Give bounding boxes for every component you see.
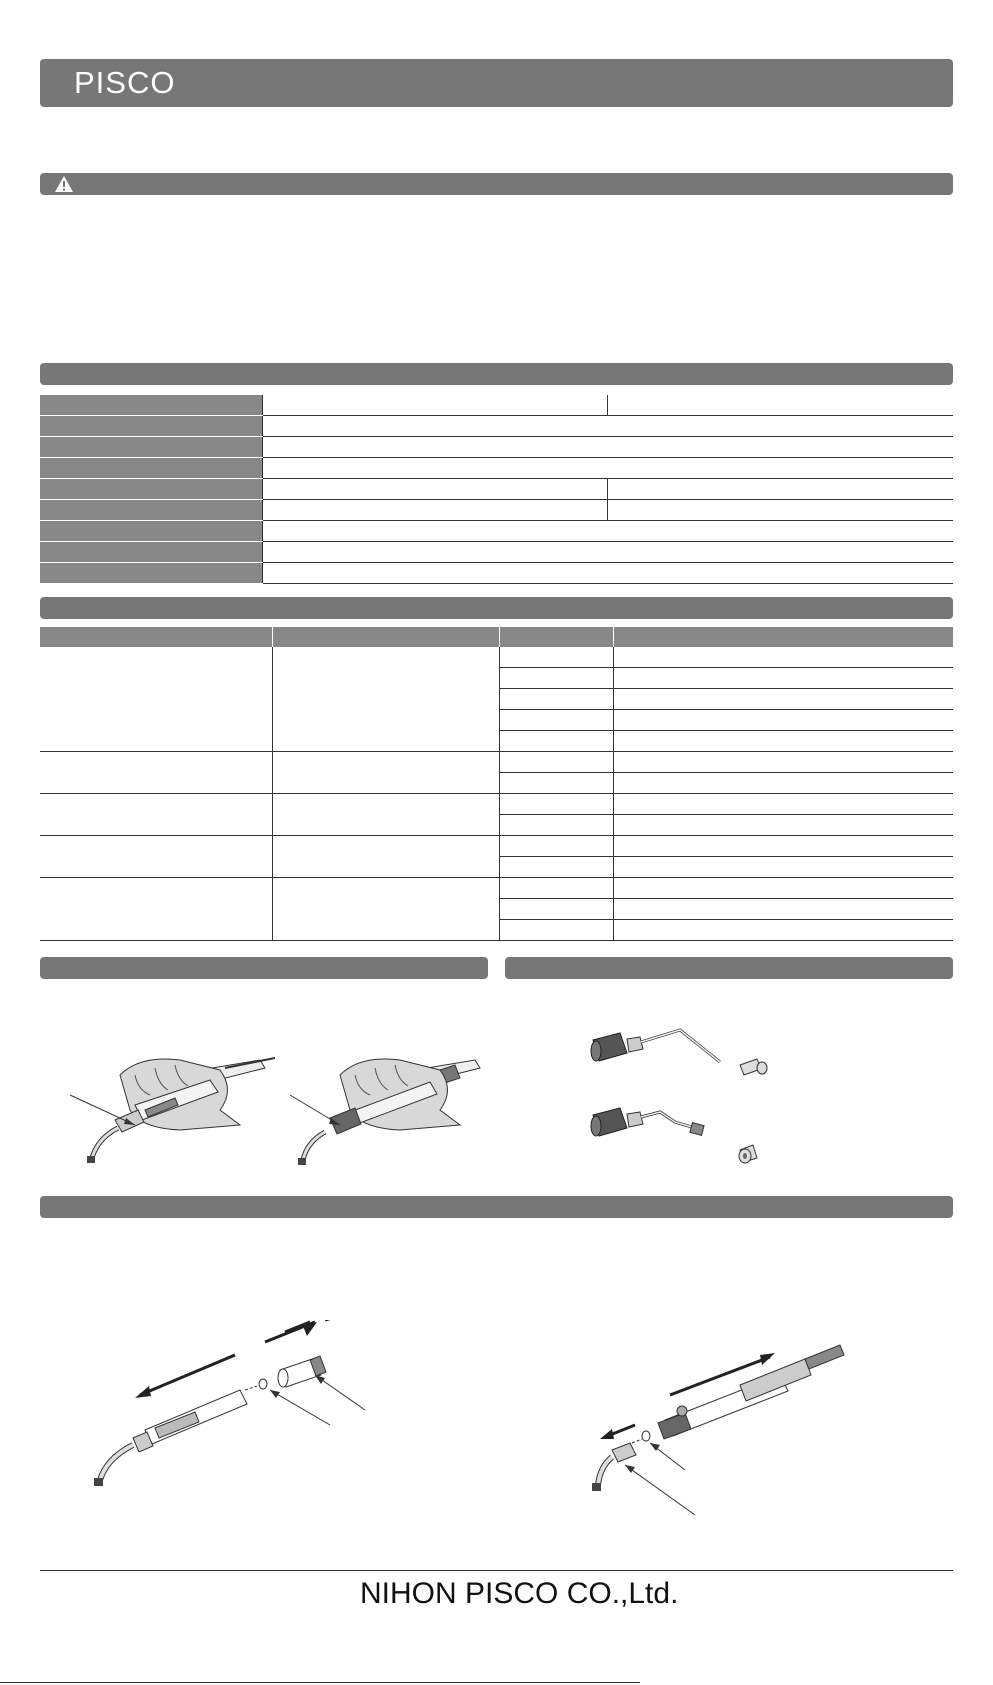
table-row xyxy=(40,479,953,500)
disassembly-figure-1 xyxy=(85,1320,395,1510)
replacement-section-bar xyxy=(40,1196,953,1218)
bottom-rule xyxy=(0,1682,640,1683)
model-section-bar xyxy=(40,597,953,619)
warning-section-bar xyxy=(40,173,953,195)
warning-triangle-icon xyxy=(54,175,74,193)
usage-section-bar xyxy=(40,957,488,979)
table-row xyxy=(40,395,953,416)
table-row xyxy=(40,752,953,773)
disassembly-figure-2 xyxy=(590,1335,860,1525)
table-row xyxy=(40,416,953,437)
table-header-row xyxy=(40,627,953,647)
table-row xyxy=(40,563,953,584)
table-row xyxy=(40,500,953,521)
brand-logo: PISCO xyxy=(74,65,176,100)
accessories-section-bar xyxy=(505,957,953,979)
table-row xyxy=(40,794,953,815)
table-row xyxy=(40,878,953,899)
model-table xyxy=(40,627,953,941)
table-row xyxy=(40,836,953,857)
table-row xyxy=(40,437,953,458)
company-name: NIHON PISCO CO.,Ltd. xyxy=(360,1577,679,1610)
footer-divider xyxy=(40,1570,953,1571)
straight-nozzle-figure xyxy=(585,1025,785,1085)
brand-header-bar xyxy=(40,59,953,107)
table-row xyxy=(40,647,953,668)
table-row xyxy=(40,542,953,563)
table-row xyxy=(40,521,953,542)
table-row xyxy=(40,458,953,479)
bent-nozzle-figure xyxy=(585,1100,785,1170)
specification-section-bar xyxy=(40,363,953,385)
specification-table xyxy=(40,395,953,584)
hand-pen-figure-2 xyxy=(285,1050,485,1175)
hand-pen-figure-1 xyxy=(60,1050,275,1175)
